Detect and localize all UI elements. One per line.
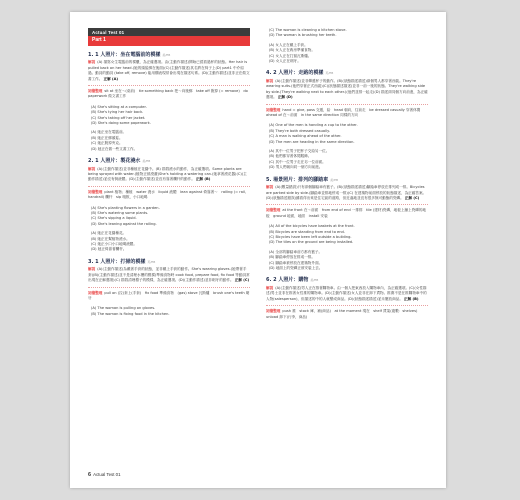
option-zh: (D) 男人們朝向同一個方向前進。 [269,165,323,170]
option-zh: (B) 她正在幫植物澆水。 [91,236,130,241]
question-title: 2. 1 人照片：製花澆水 美/EB [88,158,151,164]
option-zh: (C) 其中一位男子走在另一位前面。 [269,159,326,164]
answer-label: 正解 (A) [103,76,119,81]
right-column [266,28,428,321]
answer-label: 正解 (C) [234,278,250,283]
option-en: (B) They're both dressed casually. [269,128,330,133]
option-zh: (A) 她正坐在電腦前。 [91,130,127,135]
question-title: 6. 2 人照片：購物 美/EB [266,277,319,284]
left-column [88,28,250,317]
option-en: (C) She's sipping a liquid. [91,216,137,221]
vocab: 詞彙整理 push 推 stock 庫，補(商品) at the moment 現在 shelf 貨架(複數：shelves) unload 卸下(行李，商品) [266,309,421,319]
explanation: 解說 (A)(主動作描述)男人正在推著購物車。由一個人把東西放入購物車內，為正確選項。(C)(女性描述)男士並非在推著女性推的購物車。(D)(主動作描述)女人並非在卸下貨物。推測不是在推購物車中的人物(salesperson)，但描述的中的人就變成商品。(D)(狀態描述描述)並未擺放商品。 正解 (B) [266,285,427,301]
vocab: 詞彙整理 plant 植物；種植 water 澆水 liquid 液體 lean against 倚靠著～ railing (= rail, handrail) 欄杆 sip 啜飲，小口地喝 [88,189,247,200]
option-zh: (A) 她正在花園種花。 [91,231,127,236]
question-title: 5. 場景照片：排列的腳踏車 美/EB [266,176,339,183]
option-zh: (C) 女人正在打掃瓦斯爐。 [269,53,312,58]
speaker-tag: 美/EB [310,278,319,283]
option-zh: (D) 她正倚靠著欄杆。 [91,247,127,252]
option-en: (B) Bicycles are standing from end to end. [269,229,345,234]
question-title: 4. 2 人照片：走路的模樣 英/EB [266,70,334,77]
option-zh: (A) 其中一位男子把杯子交給另一位。 [269,149,330,153]
speaker-tag: 美/EB [330,177,339,182]
vocab: 詞彙整理 hand = give, pass 交遞，給 head 朝向，往前走 be dressed casually 穿著休閒 ahead of 在～前面 in the same direction 同樣的方向 [266,107,424,117]
speaker-tag: 英/EB [325,71,334,76]
speaker-tag: 美/EB [162,52,171,57]
option-en: (D) The tiles on the ground are being installed. [269,240,354,245]
option-zh: (B) 他們都穿著休閒服飾。 [269,154,312,159]
option-en: (A) She's sitting at a computer. [91,104,147,109]
answer-label: 正解 (B) [404,296,419,301]
option-en: (C) She's taking off her jacket. [91,115,146,120]
option-en: (C) Bicycles have been left outside a building. [269,234,352,239]
page-number: 6 [88,472,92,478]
explanation: 解說 (A)(主動作描述)為戴著手套的狀態，並非戴上手套的動作。She's wearing gloves.(她帶著手套)(B)(主動作描述)並不是清理水槽的模樣(準備食物時 cook food, prepare food, fix food 等動詞常出現在正解選項)(C) 描寫清理檯子的模樣，為正確選項。(D)(主動作描述)並非刷牙的動作。 正解 (C) [88,267,250,283]
option-zh: (B) 女人正在廚房準備食物。 [269,48,315,53]
option-en: (B) She's tying her hair back. [91,110,144,115]
question-title: 1. 1 人照片：坐在電腦前的模樣 美/EB [88,51,171,58]
answer-label: 正解 (B) [195,177,211,182]
option-zh: (C) 腳踏車被停放在建築物外面。 [269,260,323,265]
explanation: 解說 (A)(主動作描述)並非種植在花園中。(B) 描寫澆水的動作，為正確選項。Some plants are being sprayed with water.(植物正被澆灌)She's holding a watering can.(她拿著澆花器)(C)(主動作描述)並沒有倒液體。(D)(主動作描述)並沒有靠著欄杆的動作。 正解 (B) [88,166,247,182]
answer-label: 正解 (C) [404,195,420,200]
option-zh: (C) 她正脫掉夾克。 [91,141,123,146]
option-zh: (D) 地面上的瓷磚正被安裝上去。 [269,266,323,270]
option-zh: (A) 全部的腳踏車前方都有籃子。 [269,249,323,254]
explanation: 解說 (A)(數量錯誤)只有兩個腳踏車有籃子。(B)(狀態描述描述)腳踏車停放在排列成一排。Bicycles are parked side by side.(腳踏車並排地停成一排)(C) 在建築物前面停放的狀態描述，為正確答案。(D)(狀態描述錯誤)雖看得出來是住宅區的道路，但近處地並沒有很多無可動態的瓷磚。 正解 (C) [266,185,427,200]
option-en: (D) She's leaning against the railing. [91,221,157,226]
option-zh: (C) 她正小口小口地喝液體。 [91,241,137,246]
option-zh: (B) 腳踏車停放在排成一排。 [269,255,315,260]
vocab: 詞彙整理 pull on (拉)套上(手套) fix food 準備食物 (gas) stove 瓦斯爐 brush one's teeth 刷牙 [88,290,250,300]
option-en: (A) All of the bicycles have baskets at the front. [269,224,355,229]
book-page [70,12,446,488]
page-footer [88,472,121,478]
option-en: (C) A man is walking ahead of the other. [269,134,342,139]
option-en: (D) The woman is brushing her teeth. [269,33,337,38]
question-title: 3. 1 人照片：打掃的模樣 英/EB [88,258,156,265]
option-en: (B) The woman is fixing food in the kitchen. [91,311,170,316]
option-zh: (A) 女人正在戴上手套。 [269,42,308,47]
speaker-tag: 英/EB [147,259,156,264]
option-en: (D) She's doing some paperwork. [91,120,151,125]
option-en: (D) The men are heading in the same direction. [269,139,355,144]
option-zh: (B) 她正在綁頭髮。 [91,135,123,140]
option-zh: (D) 女人正在刷牙。 [269,59,301,64]
part-header: Part 1 [88,36,250,45]
option-zh: (D) 她正在做一些文書工作。 [91,146,138,151]
option-en: (A) The woman is pulling on gloves. [91,306,156,311]
test-header: Actual Test 01 [88,28,250,36]
option-en: (B) She's watering some plants. [91,210,149,215]
option-en: (C) The woman is cleaning a kitchen stove. [269,28,347,32]
vocab: 詞彙整理 sit at 坐在～(桌前) tie something back 把～向後綁 take off 脫掉 (= remove) do paperwork 做文書工作 [88,88,248,99]
explanation: 解說 (A)(主動作描述)並非傳遞杯子的動作。(B)(狀態描述描述)兩個男人都穿著西裝。They're wearing suits.(他們穿著正式西裝)(C)(狀態描述描述)並非一前一後的狀態。They're walking side by side.(They're walking next to each other.)(他們並排一起走)(D) 描述兩同個方向前進，為正確選項。 正解 (D) [266,78,428,100]
speaker-tag: 美/EB [142,159,151,163]
answer-label: 正解 (D) [277,95,293,100]
footer-title: Actual Test 01 [93,472,121,477]
option-en: (A) One of the men is handing a cup to the other. [269,123,358,128]
vocab: 詞彙整理 at the front 在～前面 from end of end 一排排 tile (建材)瓷磚，地板上鋪上瓷磚的地板 ground 地面，地面 install 安裝 [266,208,427,218]
option-en: (A) She's planting flowers in a garden. [91,205,160,210]
explanation: 解說 (A) 描寫女生電腦前的樣櫃，為正確選項。由(主動作描述)開始已經看過杯的狀態。Her hair is pulled back on her head.(她的頭髮綁在後面)(C)(主動作描述)其名將在椅子上(D) part1 中介紹過。動詞的動詞 (take off, remove) 能用棚表現常會出現在描述句系。(D)(主動作描述)並非正在做文書工作。 正解 (A) [88,60,250,81]
